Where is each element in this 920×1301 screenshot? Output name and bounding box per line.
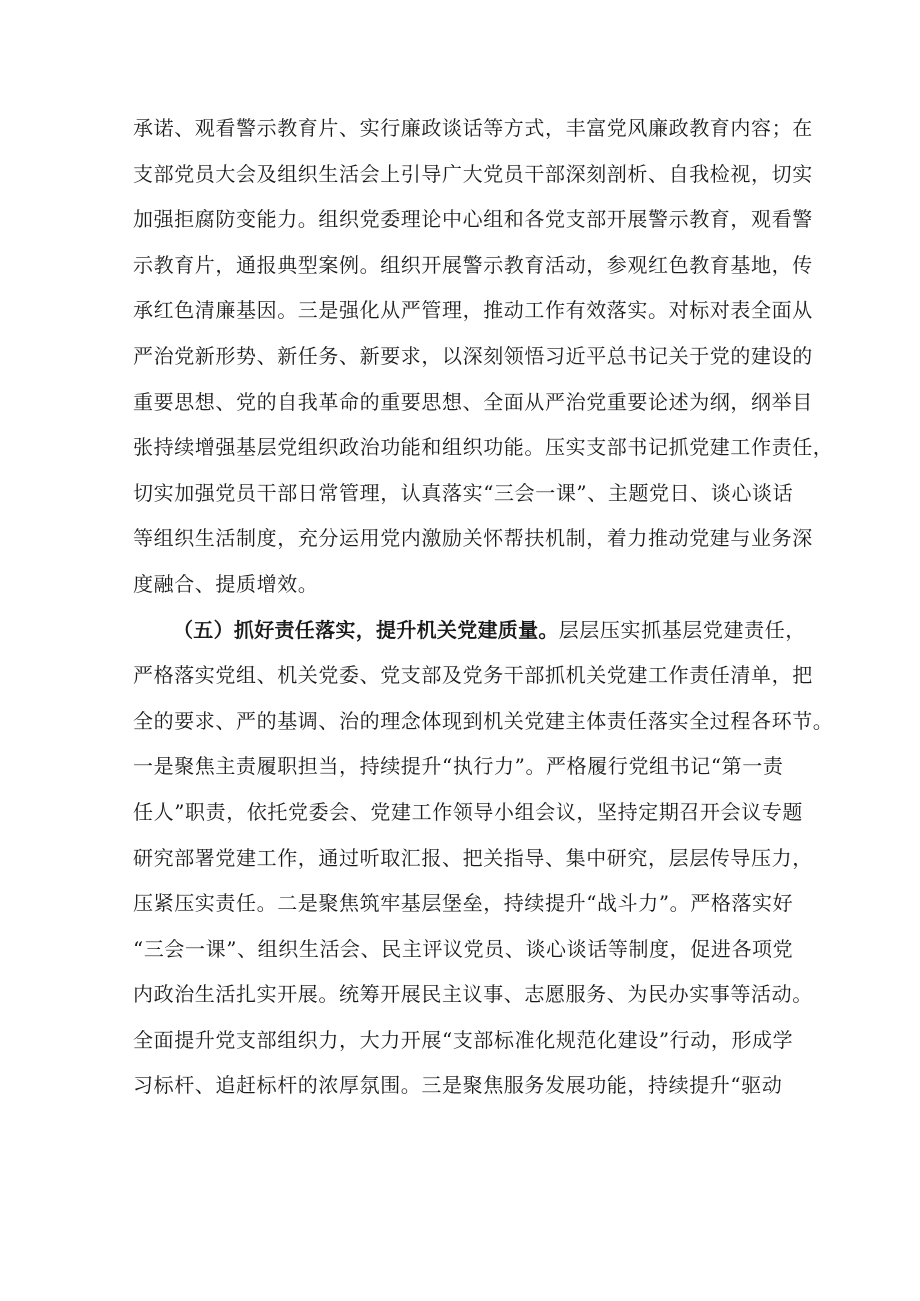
paragraph-line: 等组织生活制度，充分运用党内激励关怀帮扶机制，着力推动党建与业务深 xyxy=(133,526,813,551)
paragraph-line: “三会一课”、组织生活会、民主评议党员、谈心谈话等制度，促进各项党 xyxy=(133,936,794,961)
paragraph-line: 承诺、观看警示教育片、实行廉政谈话等方式，丰富党风廉政教育内容；在 xyxy=(133,116,813,140)
paragraph-line: 任人”职责，依托党委会、党建工作领导小组会议，坚持定期召开会议专题 xyxy=(133,799,804,824)
paragraph-line: 承红色清廉基因。三是强化从严管理，推动工作有效落实。对标对表全面从 xyxy=(133,298,813,323)
paragraph-line: 严治党新形势、新任务、新要求，以深刻领悟习近平总书记关于党的建设的 xyxy=(133,343,813,368)
paragraph-text: 层层压实抓基层党建责任， xyxy=(558,617,806,642)
paragraph-line: 切实加强党员干部日常管理，认真落实“三会一课”、主题党日、谈心谈话 xyxy=(133,480,794,505)
paragraph-line: 度融合、提质增效。 xyxy=(133,571,319,596)
paragraph-2 xyxy=(133,608,834,1110)
paragraph-line: 支部党员大会及组织生活会上引导广大党员干部深刻剖析、自我检视，切实 xyxy=(133,161,813,186)
section-heading: （五）抓好责任落实，提升机关党建质量。 xyxy=(173,617,559,642)
paragraph-line: 张持续增强基层党组织政治功能和组织功能。压实支部书记抓党建工作责任， xyxy=(133,435,834,460)
paragraph-line: 全的要求、严的基调、治的理念体现到机关党建主体责任落实全过程各环节。 xyxy=(133,708,834,733)
paragraph-line: 内政治生活扎实开展。统筹开展民主议事、志愿服务、为民办实事等活动。 xyxy=(133,982,813,1007)
paragraph-line: 严格落实党组、机关党委、党支部及党务干部抓机关党建工作责任清单，把 xyxy=(133,663,813,688)
paragraph-line: 一是聚焦主责履职担当，持续提升“执行力”。严格履行党组书记“第一责 xyxy=(133,754,784,779)
paragraph-line: 习标杆、追赶标杆的浓厚氛围。三是聚焦服务发展功能，持续提升“驱动 xyxy=(133,1073,783,1098)
paragraph-line: 示教育片，通报典型案例。组织开展警示教育活动，参观红色教育基地，传 xyxy=(133,252,813,277)
paragraph-line: 重要思想、党的自我革命的重要思想、全面从严治党重要论述为纲，纲举目 xyxy=(133,389,813,414)
paragraph-1 xyxy=(133,106,834,608)
paragraph-line: 压紧压实责任。二是聚焦筑牢基层堡垒，持续提升“战斗力”。严格落实好 xyxy=(133,891,794,916)
document-page xyxy=(133,106,834,1109)
paragraph-first-line xyxy=(133,608,806,654)
paragraph-line: 研究部署党建工作，通过听取汇报、把关指导、集中研究，层层传导压力， xyxy=(133,845,813,870)
paragraph-line: 全面提升党支部组织力，大力开展“支部标准化规范化建设”行动，形成学 xyxy=(133,1027,794,1052)
paragraph-line: 加强拒腐防变能力。组织党委理论中心组和各党支部开展警示教育，观看警 xyxy=(133,207,813,232)
